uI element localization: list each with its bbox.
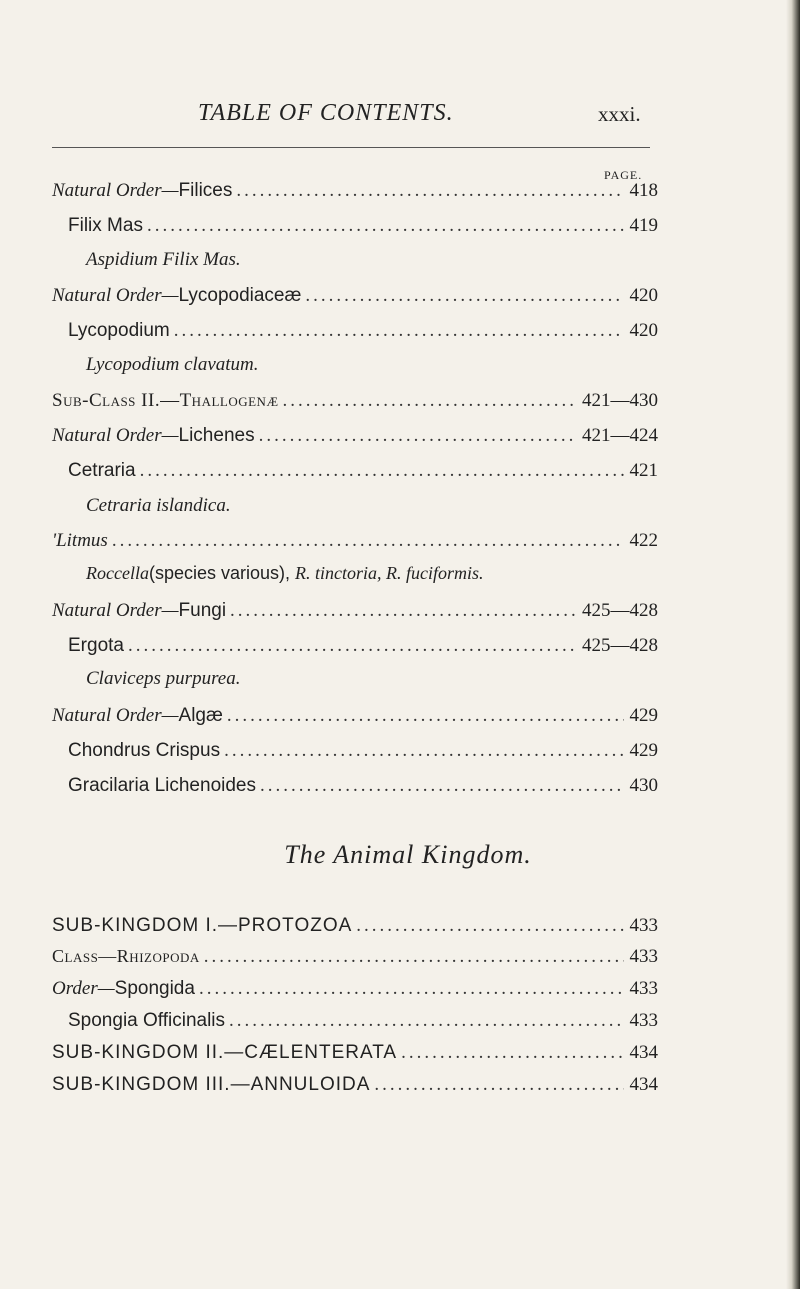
header-rule bbox=[52, 147, 650, 148]
entry-page: 433 bbox=[629, 978, 658, 999]
toc-entry: 'Litmus ..... 422 bbox=[52, 530, 658, 552]
toc-entry: Order—Spongida ..... 433 bbox=[52, 978, 658, 1000]
leader-dots bbox=[401, 1042, 623, 1064]
leader-dots bbox=[140, 460, 624, 482]
toc-entry: Gracilaria Lichenoides ..... 430 bbox=[68, 775, 658, 797]
leader-dots bbox=[224, 740, 623, 762]
toc-entry: Cetraria ..... 421 bbox=[68, 460, 658, 482]
entry-page: 433 bbox=[629, 946, 658, 967]
entry-page: 422 bbox=[629, 530, 658, 551]
entry-page: 425—428 bbox=[582, 600, 658, 621]
toc-entry: Sub-Class II.—Thallogenæ ..... 421—430 bbox=[52, 390, 658, 412]
entry-page: 419 bbox=[629, 215, 658, 236]
toc-entry: Spongia Officinalis ..... 433 bbox=[68, 1010, 658, 1032]
toc-entry: SUB-KINGDOM III.—ANNULOIDA ..... 434 bbox=[52, 1074, 658, 1096]
entry-page: 418 bbox=[629, 180, 658, 201]
leader-dots bbox=[236, 180, 623, 202]
leader-dots bbox=[283, 390, 577, 412]
botanical-name: Claviceps purpurea. bbox=[86, 668, 241, 689]
entry-page: 420 bbox=[629, 320, 658, 341]
leader-dots bbox=[227, 705, 624, 727]
botanical-name: Aspidium Filix Mas. bbox=[86, 249, 241, 270]
entry-page: 434 bbox=[629, 1074, 658, 1095]
toc-entry: Natural Order—Lycopodiaceæ ..... 420 bbox=[52, 285, 658, 307]
entry-page: 434 bbox=[629, 1042, 658, 1063]
toc-entry: SUB-KINGDOM I.—PROTOZOA ..... 433 bbox=[52, 915, 658, 937]
leader-dots bbox=[204, 946, 624, 968]
leader-dots bbox=[199, 978, 624, 1000]
toc-entry: Lycopodium ..... 420 bbox=[68, 320, 658, 342]
botanical-name: Lycopodium clavatum. bbox=[86, 354, 259, 375]
entry-page: 421 bbox=[629, 460, 658, 481]
entry-page: 433 bbox=[629, 1010, 658, 1031]
section-heading: The Animal Kingdom. bbox=[284, 840, 532, 869]
leader-dots bbox=[305, 285, 623, 307]
leader-dots bbox=[374, 1074, 623, 1096]
entry-page: 420 bbox=[629, 285, 658, 306]
entry-page: 429 bbox=[629, 740, 658, 761]
toc-entry: SUB-KINGDOM II.—CÆLENTERATA ..... 434 bbox=[52, 1042, 658, 1064]
page-title: TABLE OF CONTENTS. bbox=[198, 100, 454, 126]
toc-entry: Chondrus Crispus ..... 429 bbox=[68, 740, 658, 762]
toc-entry: Class—Rhizopoda ..... 433 bbox=[52, 946, 658, 968]
toc-entry: Filix Mas ..... 419 bbox=[68, 215, 658, 237]
leader-dots bbox=[356, 915, 623, 937]
leader-dots bbox=[229, 1010, 623, 1032]
botanical-name: Cetraria islandica. bbox=[86, 495, 231, 516]
page-column-heading: PAGE. bbox=[604, 168, 643, 182]
page-number: xxxi. bbox=[598, 102, 641, 126]
toc-entry: Ergota ..... 425—428 bbox=[68, 635, 658, 657]
botanical-name: Roccella(species various), R. tinctoria, R. fuciformis. bbox=[86, 563, 484, 583]
entry-page: 429 bbox=[629, 705, 658, 726]
leader-dots bbox=[112, 530, 624, 552]
leader-dots bbox=[259, 425, 576, 447]
entry-page: 425—428 bbox=[582, 635, 658, 656]
entry-page: 421—424 bbox=[582, 425, 658, 446]
leader-dots bbox=[260, 775, 624, 797]
leader-dots bbox=[230, 600, 576, 622]
entry-page: 433 bbox=[629, 915, 658, 936]
leader-dots bbox=[128, 635, 576, 657]
toc-entry: Natural Order—Filices ..... 418 bbox=[52, 180, 658, 202]
entry-page: 421—430 bbox=[582, 390, 658, 411]
toc-entry: Natural Order—Algæ ..... 429 bbox=[52, 705, 658, 727]
running-header bbox=[0, 100, 800, 130]
toc-entry: Natural Order—Lichenes ..... 421—424 bbox=[52, 425, 658, 447]
entry-page: 430 bbox=[629, 775, 658, 796]
leader-dots bbox=[147, 215, 624, 237]
leader-dots bbox=[174, 320, 624, 342]
page-edge bbox=[786, 0, 800, 1289]
toc-entry: Natural Order—Fungi ..... 425—428 bbox=[52, 600, 658, 622]
